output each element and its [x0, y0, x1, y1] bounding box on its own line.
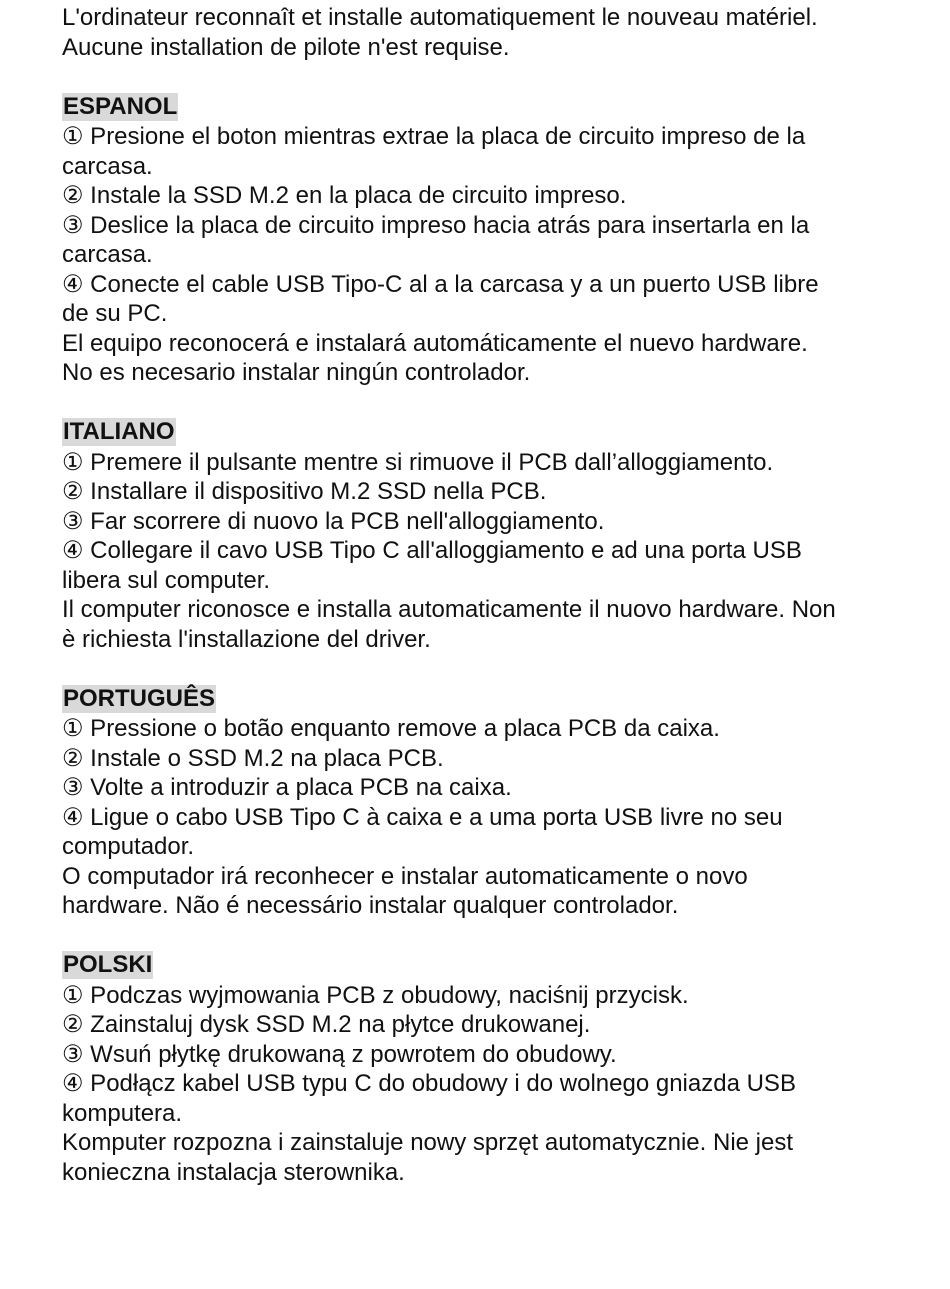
- text-line: ① Podczas wyjmowania PCB z obudowy, naciśnij przycisk.: [62, 981, 689, 1009]
- text-line: hardware. Não é necessário instalar qualquer controlador.: [62, 892, 679, 919]
- text-line: Aucune installation de pilote n'est requise.: [62, 33, 510, 61]
- text-line: de su PC.: [62, 300, 168, 327]
- text-line: computador.: [62, 833, 195, 860]
- text-line: ④ Podłącz kabel USB typu C do obudowy i do wolnego gniazda USB: [62, 1070, 796, 1097]
- text-line: ② Installare il dispositivo M.2 SSD nella PCB.: [62, 478, 547, 505]
- text-line: ① Pressione o botão enquanto remove a placa PCB da caixa.: [62, 715, 720, 742]
- text-line: konieczna instalacja sterownika.: [62, 1158, 405, 1186]
- text-line: ③ Volte a introduzir a placa PCB na caixa.: [62, 774, 512, 801]
- document-page: [62, 3, 932, 1187]
- section-polski: [62, 950, 932, 1187]
- text-line: ③ Wsuń płytkę drukowaną z powrotem do obudowy.: [62, 1040, 617, 1068]
- text-line: ④ Collegare il cavo USB Tipo C all'alloggiamento e ad una porta USB: [62, 537, 802, 564]
- text-line: Il computer riconosce e installa automaticamente il nuovo hardware. Non: [62, 596, 836, 623]
- text-line: O computador irá reconhecer e instalar automaticamente o novo: [62, 862, 748, 890]
- text-line: carcasa.: [62, 241, 153, 268]
- intro-paragraph: [62, 3, 932, 62]
- section-espanol: [62, 92, 932, 388]
- text-line: libera sul computer.: [62, 566, 271, 594]
- section-heading: PORTUGUÊS: [63, 684, 216, 712]
- text-line: El equipo reconocerá e instalará automáticamente el nuevo hardware.: [62, 329, 808, 357]
- section-heading: ITALIANO: [63, 418, 175, 445]
- text-line: ③ Deslice la placa de circuito impreso hacia atrás para insertarla en la: [62, 211, 810, 239]
- section-heading: POLSKI: [63, 951, 153, 978]
- text-line: L'ordinateur reconnaît et installe automatiquement le nouveau matériel.: [62, 4, 818, 31]
- text-line: ② Instale la SSD M.2 en la placa de circuito impreso.: [62, 182, 627, 209]
- section-portugues: [62, 684, 932, 921]
- text-line: Komputer rozpozna i zainstaluje nowy sprzęt automatycznie. Nie jest: [62, 1129, 794, 1156]
- text-line: ② Zainstaluj dysk SSD M.2 na płytce drukowanej.: [62, 1011, 591, 1038]
- section-italiano: [62, 417, 932, 654]
- section-heading: ESPANOL: [63, 92, 178, 120]
- text-line: ③ Far scorrere di nuovo la PCB nell'alloggiamento.: [62, 507, 605, 535]
- text-line: ① Presione el boton mientras extrae la placa de circuito impreso de la: [62, 123, 806, 150]
- text-line: è richiesta l'installazione del driver.: [62, 625, 431, 653]
- text-line: carcasa.: [62, 152, 153, 180]
- text-line: komputera.: [62, 1099, 183, 1127]
- text-line: ② Instale o SSD M.2 na placa PCB.: [62, 744, 444, 772]
- text-line: ① Premere il pulsante mentre si rimuove il PCB dall’alloggiamento.: [62, 448, 774, 476]
- text-line: ④ Ligue o cabo USB Tipo C à caixa e a uma porta USB livre no seu: [62, 803, 783, 831]
- text-line: No es necesario instalar ningún controlador.: [62, 359, 531, 386]
- text-line: ④ Conecte el cable USB Tipo-C al a la carcasa y a un puerto USB libre: [62, 270, 819, 298]
